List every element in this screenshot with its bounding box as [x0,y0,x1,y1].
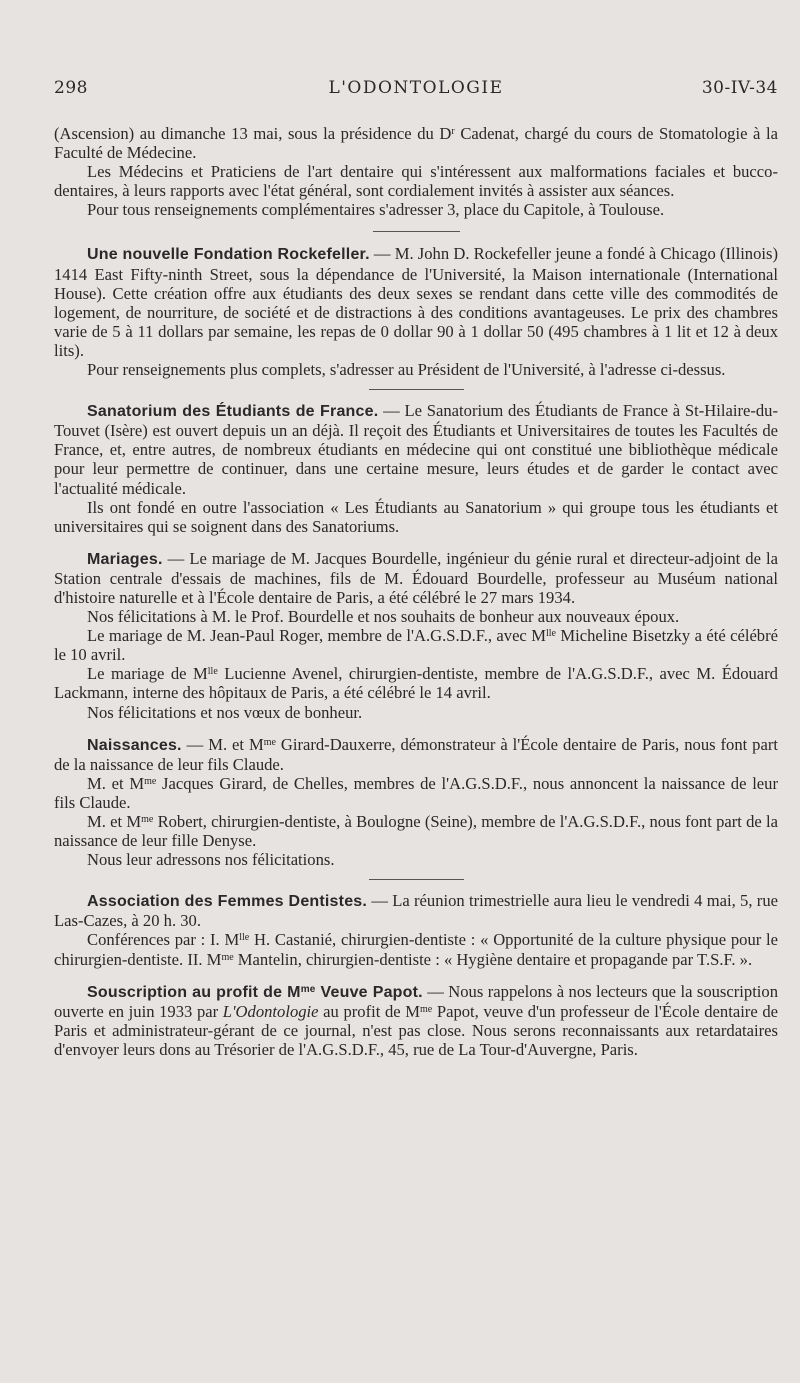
journal-title: L'ODONTOLOGIE [328,78,504,98]
section-divider [369,389,464,390]
section-title: Mariages. [87,550,163,568]
souscription-paragraph: Souscription au profit de $M^{me}$ Veuve Papot. — Nous rappelons à nos lecteurs que la souscription ouverte en juin 1933 par L'Odontologie au profit de $M^{me}$ Papot, veuve d'un professeur de l'École dentaire de Paris et administrateur-gérant de ce journal, n'est pas close. Nous serons reconnaissants aux retardataires d'envoyer leurs dons au Trésorier de l'A.G.S.D.F., 45, rue de La Tour-d'Auvergne, Paris. [54,981,779,1059]
section-spacer [54,722,778,735]
rockefeller-paragraph: Pour renseignements plus complets, s'adresser au Président de l'Université, à l'adresse ci-dessus. [87,360,726,380]
section-title: Naissances. [87,736,182,754]
mariages-paragraph: Nos félicitations à M. le Prof. Bourdelle et nos souhaits de bonheur aux nouveaux époux. [87,607,680,627]
mariages-paragraph: Le mariage de $M^{lle}$ Lucienne Avenel, chirurgien-dentiste, membre de l'A.G.S.D.F., avec M. Édouard Lackmann, interne des hôpitaux de Paris, a été célébré le 14 avril. [54,664,778,703]
running-header [54,78,778,108]
mariages-paragraph: Mariages. — Le mariage de M. Jacques Bourdelle, ingénieur du génie rural et directeur-adjoint de la Station centrale d'essais de machines, fils de M. Édouard Bourdelle, professeur au Muséum national d'histoire naturelle et à l'École dentaire de Paris, a été célébré le 27 mars 1934. [54,548,778,607]
naissances-paragraph: M. et $M^{me}$ Jacques Girard, de Chelles, membres de l'A.G.S.D.F., nous annoncent la naissance de leur fils Claude. [54,773,778,812]
section-divider [373,231,460,232]
intro-paragraph: Pour tous renseignements complémentaires s'adresser 3, place du Capitole, à Toulouse. [87,200,665,220]
naissances-paragraph: Naissances. — M. et $M^{me}$ Girard-Dauxerre, démonstrateur à l'École dentaire de Paris, nous font part de la naissance de leur fils Claude. [54,734,778,774]
femmes-paragraph: Association des Femmes Dentistes. — La réunion trimestrielle aura lieu le vendredi 4 mai, 5, rue Las-Cazes, à 20 h. 30. [54,891,778,931]
section-spacer [54,969,778,982]
sanatorium-paragraph: Ils ont fondé en outre l'association « Les Étudiants au Sanatorium » qui groupe tous les étudiants et universitaires qui se soignent dans des Sanatoriums. [54,497,778,536]
section-spacer [54,536,778,549]
article-body [54,124,778,1059]
sanatorium-paragraph: Sanatorium des Étudiants de France. — Le Sanatorium des Étudiants de France à St-Hilaire-du-Touvet (Isère) est ouvert depuis un an déjà. Il reçoit des Étudiants et Universitaires de toutes les Facultés de France, et, entre autres, de nombreux étudiants en médecine qui ont constitué une bibliothèque médicale pour leur permettre de continuer, dans une certaine mesure, leurs études et de garder le contact avec l'actualité médicale. [54,401,778,498]
section-title: Une nouvelle Fondation Rockefeller. [87,246,370,264]
issue-date: 30-IV-34 [701,78,778,98]
femmes-paragraph: Conférences par : I. $M^{lle}$ H. Castanié, chirurgien-dentiste : « Opportunité de la culture physique pour le chirurgien-dentiste. II. $M^{me}$ Mantelin, chirurgien-dentiste : « Hygiène dentaire et propagande par T.S.F. ». [54,930,779,969]
mariages-paragraph: Le mariage de M. Jean-Paul Roger, membre de l'A.G.S.D.F., avec $M^{lle}$ Micheline Bisetzky a été célébré le 10 avril. [54,626,778,665]
section-title: Association des Femmes Dentistes. [87,893,368,911]
journal-name: L'Odontologie [222,1001,319,1021]
rockefeller-paragraph: Une nouvelle Fondation Rockefeller. — M. John D. Rockefeller jeune a fondé à Chicago (Illinois) 1414 East Fifty-ninth Street, sous la dépendance de l'Université, la Maison internationale (International House). Cette création offre aux étudiants des deux sexes se rendant dans cette ville des commodités de logement, de nourriture, de société et de distractions à des conditions avantageuses. Le prix des chambres varie de 5 à 11 dollars par semaine, les repas de 0 dollar 90 à 1 dollar 50 (495 chambres à 1 lit et 12 à deux lits). [54,244,778,360]
mariages-paragraph: Nos félicitations et nos vœux de bonheur. [87,702,363,722]
intro-paragraph: (Ascension) au dimanche 13 mai, sous la présidence du $D^r$ Cadenat, chargé du cours de Stomatologie à la Faculté de Médecine. [54,124,778,163]
page-number: 298 [54,78,88,98]
naissances-paragraph: Nous leur adressons nos félicitations. [87,850,335,870]
section-divider [369,879,464,880]
naissances-paragraph: M. et $M^{me}$ Robert, chirurgien-dentiste, à Boulogne (Seine), membre de l'A.G.S.D.F., nous font part de la naissance de leur fille Denyse. [54,812,778,851]
intro-paragraph: Les Médecins et Praticiens de l'art dentaire qui s'intéressent aux malformations faciales et bucco-dentaires, à leurs rapports avec l'état général, sont cordialement invités à assister aux séances. [54,162,778,201]
section-title: Souscription au profit de $M^{me}$ Veuve Papot. [87,983,423,1001]
section-title: Sanatorium des Étudiants de France. [87,403,379,421]
